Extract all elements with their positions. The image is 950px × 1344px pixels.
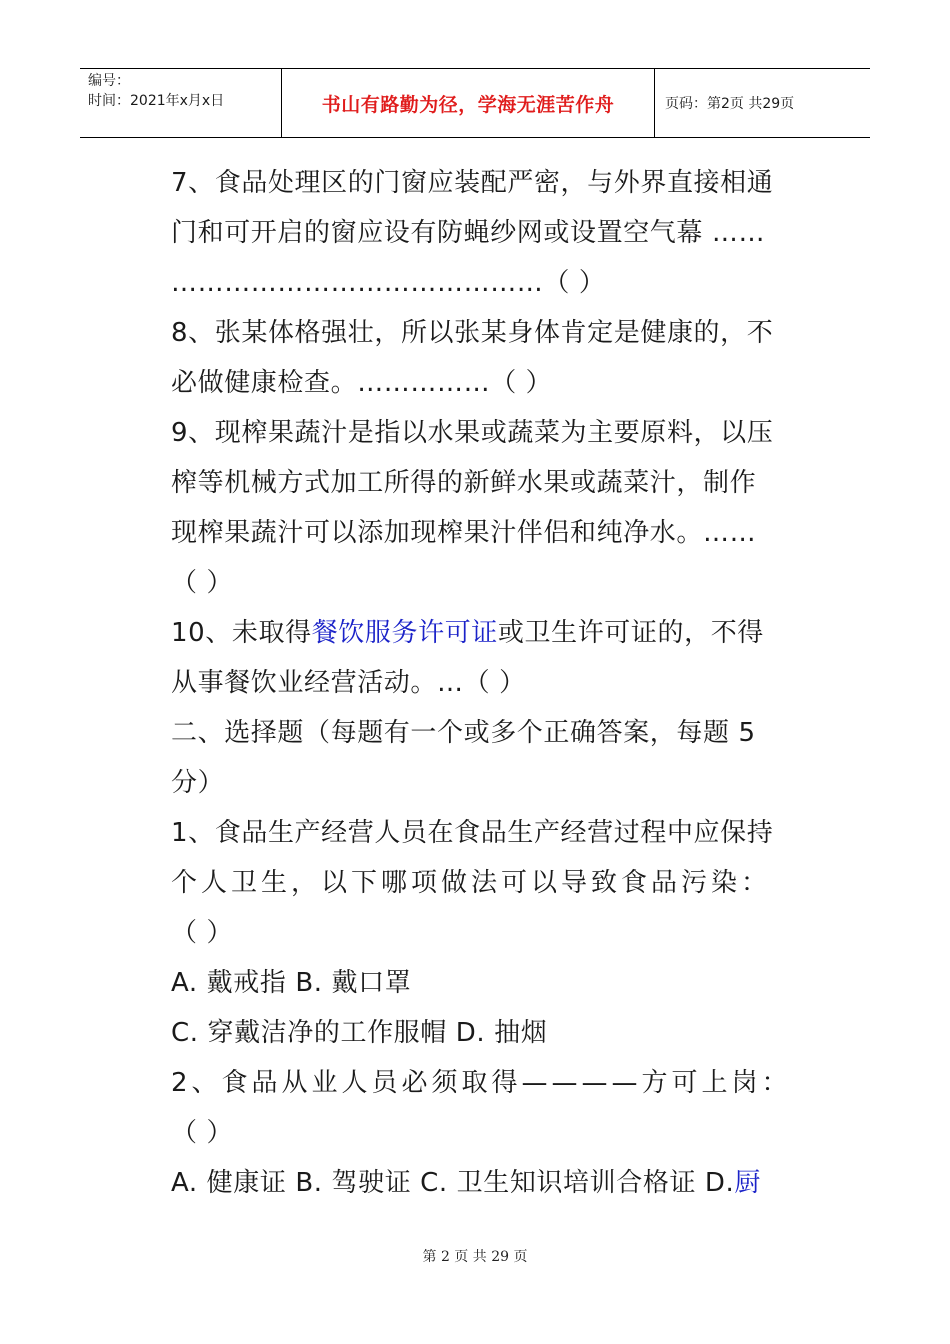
header-page-info xyxy=(655,69,870,137)
header-motto-cell xyxy=(282,69,655,137)
text-line: 个人卫生，以下哪项做法可以导致食品污染： xyxy=(171,868,772,898)
number-label: 编号： xyxy=(88,73,130,89)
text-line: 2、食品从业人员必须取得————方可上岗： xyxy=(171,1068,792,1098)
line-text-pre: A. 健康证 B. 驾驶证 C. 卫生知识培训合格证 D. xyxy=(171,1168,735,1198)
hyperlink[interactable]: 餐饮服务许可证 xyxy=(311,618,498,648)
line-text-post: 或卫生许可证的，不得 xyxy=(497,618,764,648)
text-line xyxy=(171,1158,831,1208)
text-line: 现榨果蔬汁可以添加现榨果汁伴侣和纯净水。…… xyxy=(171,518,757,548)
text-line xyxy=(171,608,831,658)
time-label: 时间：2021年x月x日 xyxy=(88,93,225,109)
line-text-pre: 10、未取得 xyxy=(171,618,312,648)
text-line: ……………………………………（ ） xyxy=(171,268,606,298)
text-line: 门和可开启的窗应设有防蝇纱网或设置空气幕 …… xyxy=(171,218,766,248)
page-info-text: 页码：第2页 共29页 xyxy=(665,96,795,112)
text-line: 榨等机械方式加工所得的新鲜水果或蔬菜汁，制作 xyxy=(171,468,757,498)
text-line: 分） xyxy=(171,768,225,798)
text-line: （ ） xyxy=(171,1118,234,1148)
document-body xyxy=(171,158,831,1208)
text-line: A. 戴戒指 B. 戴口罩 xyxy=(171,968,412,998)
text-line: 1、食品生产经营人员在食品生产经营过程中应保持 xyxy=(171,818,774,848)
header-meta xyxy=(80,69,282,137)
header-table xyxy=(80,68,870,138)
motto-text: 书山有路勤为径，学海无涯苦作舟 xyxy=(321,93,615,116)
text-line: 8、张某体格强壮，所以张某身体肯定是健康的，不 xyxy=(171,318,774,348)
text-line: 从事餐饮业经营活动。…（ ） xyxy=(171,668,526,698)
text-line: C. 穿戴洁净的工作服帽 D. 抽烟 xyxy=(171,1018,548,1048)
page-footer: 第 2 页 共 29 页 xyxy=(422,1249,528,1265)
text-line: 9、现榨果蔬汁是指以水果或蔬菜为主要原料，以压 xyxy=(171,418,774,448)
text-line: （ ） xyxy=(171,568,234,598)
text-line: 7、食品处理区的门窗应装配严密，与外界直接相通 xyxy=(171,168,774,198)
text-line: 必做健康检查。……………（ ） xyxy=(171,368,553,398)
text-line: 二、选择题（每题有一个或多个正确答案，每题 5 xyxy=(171,718,756,748)
text-line: （ ） xyxy=(171,918,234,948)
hyperlink[interactable]: 厨 xyxy=(734,1168,761,1198)
